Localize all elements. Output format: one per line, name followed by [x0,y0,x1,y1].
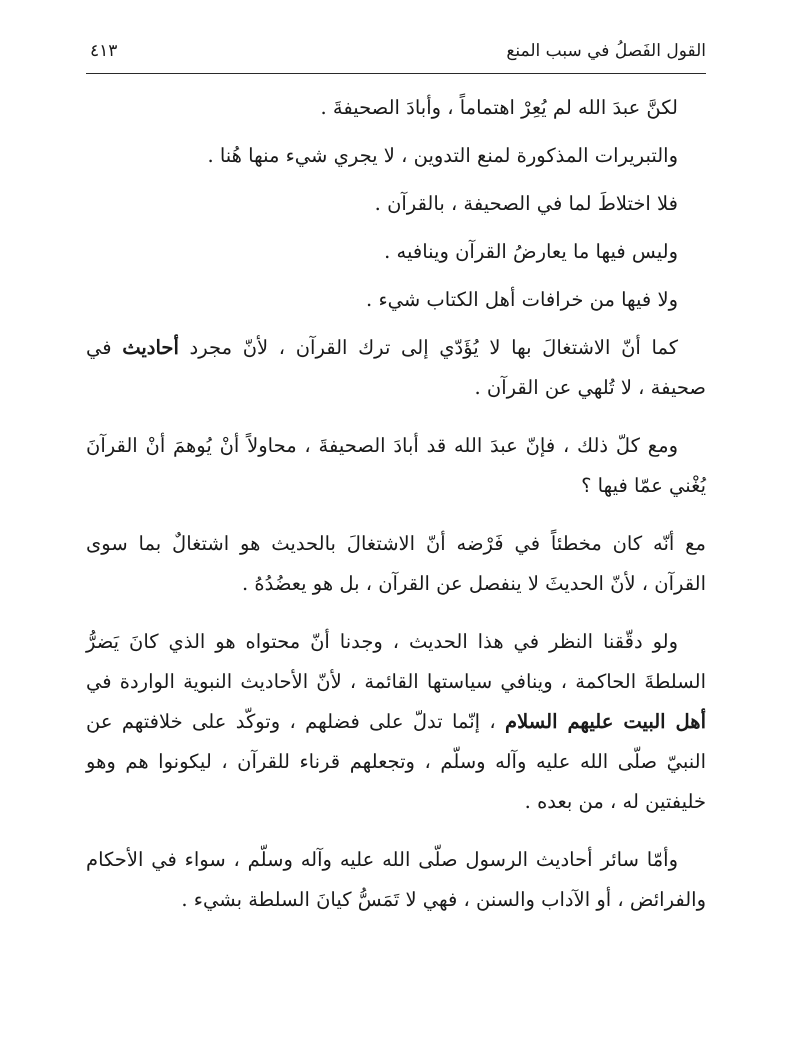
page-header [86,34,706,74]
emphasized-term: أحاديث [122,336,179,359]
paragraph: وأمّا سائر أحاديث الرسول صلّى الله عليه وآله وسلّم ، سواء في الأحكام والفرائض ، أو الآداب والسنن ، فهي لا تَمَسُّ كيانَ السلطة بشيء . [86,848,706,911]
paragraph-text: ، إنّما تدلّ على فضلهم ، وتوكّد على خلافتهم عن النبيّ صلّى الله عليه وآله وسلّم ، وتجعلهم قرناء للقرآن ، ليكونوا هم وهو خليفتين له ، من بعده . [86,710,706,813]
emphasized-term: أهل البيت عليهم السلام [505,710,706,733]
running-title: القول الفَصلُ في سبب المنع [506,41,706,61]
paragraph-text: ولو دقّقنا النظر في هذا الحديث ، وجدنا أنّ محتواه هو الذي كانَ يَضرُّ السلطةَ الحاكمة ، وينافي سياستها القائمة ، لأنّ الأحاديث النبوية الواردة في [86,630,706,693]
page-number: ٤١٣ [90,41,118,61]
paragraph [86,622,706,822]
paragraph: ولا فيها من خرافات أهل الكتاب شيء . [366,288,678,311]
paragraph-text: في صحيفة ، لا تُلهي عن القرآن . [86,336,706,399]
header-rule [86,73,706,74]
paragraph: مع أنّه كان مخطئاً في فَرْضه أنّ الاشتغالَ بالحديث هو اشتغالٌ بما سوى القرآن ، لأنّ الحديثَ لا ينفصل عن القرآن ، بل هو يعضُدُهُ . [86,532,706,595]
paragraph: لكنَّ عبدَ الله لم يُعِرْ اهتماماً ، وأبادَ الصحيفةَ . [320,96,678,119]
paragraph [86,328,706,408]
paragraph: فلا اختلاطَ لما في الصحيفة ، بالقرآن . [374,192,678,215]
body-text [86,88,706,938]
paragraph-text: كما أنّ الاشتغالَ بها لا يُؤَدّي إلى ترك القرآن ، لأنّ مجرد [178,336,678,359]
paragraph: ومع كلّ ذلك ، فإنّ عبدَ الله قد أبادَ الصحيفةَ ، محاولاً أنْ يُوهمَ أنْ القرآنَ يُغْني عمّا فيها ؟ [86,434,706,497]
paragraph: والتبريرات المذكورة لمنع التدوين ، لا يجري شيء منها هُنا . [207,144,678,167]
paragraph: وليس فيها ما يعارضُ القرآن وينافيه . [384,240,678,263]
